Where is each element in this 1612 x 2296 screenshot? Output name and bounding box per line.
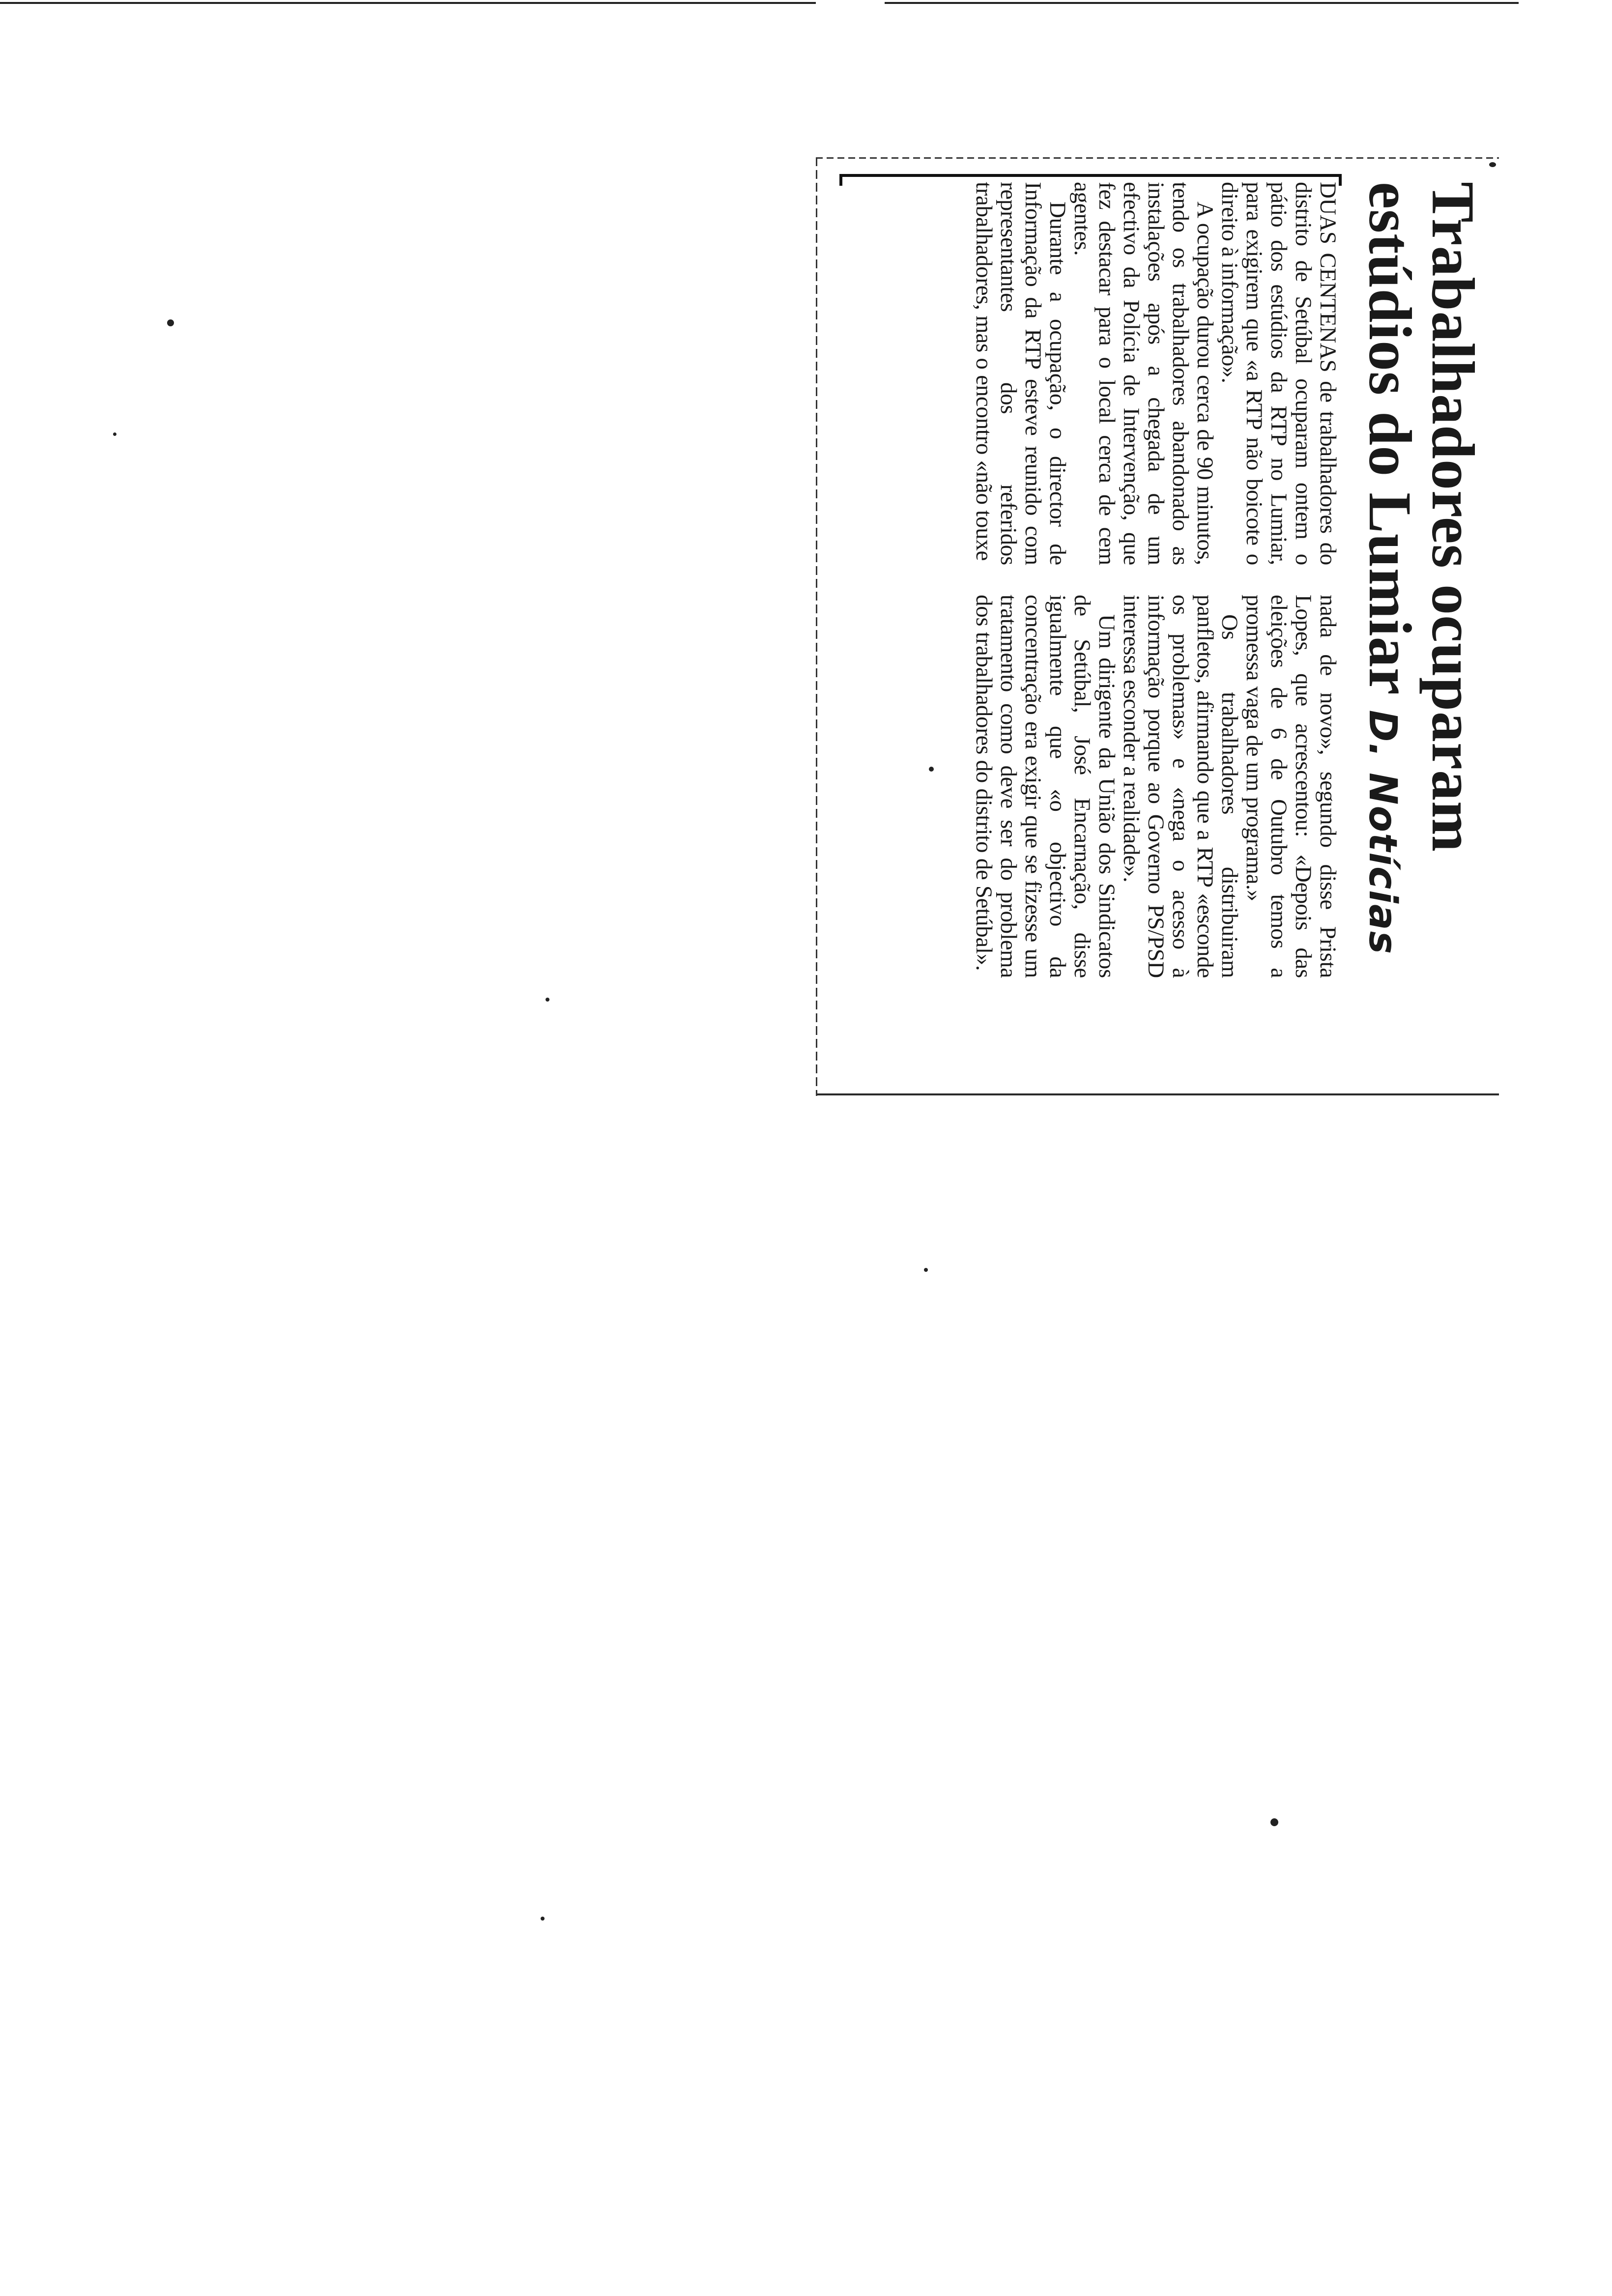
paragraph: Um dirigente da União dos Sindicatos de Setúbal, José Encarnação, disse igualmente que «o objectivo da concentração era exigir que se fizesse um tratamento como deve ser do problema dos trabalhadores do distrito de Setúbal». <box>971 595 1120 978</box>
paragraph: Os trabalhadores distribuiram panfletos, afirmando que a RTP «esconde os problemas» e «nega o acesso à informação porque ao Governo PS/PSD interessa esconder a realidade». <box>1119 595 1242 978</box>
scan-speck <box>924 1268 928 1272</box>
scan-speck <box>541 1917 545 1921</box>
page-top-rule-right <box>885 2 1519 4</box>
scan-speck <box>113 432 116 436</box>
page-top-rule-left <box>0 2 816 4</box>
newspaper-clipping <box>816 147 1514 1120</box>
paragraph: nada de novo», segundo disse Prista Lopes, que acrescentou: «Depois das eleições de 6 de Outubro temos a promessa vaga de um programa.» <box>1241 595 1341 978</box>
paragraph: A ocupação durou cerca de 90 minutos, tendo os trabalhadores abandonado as instalações após a chegada de um efectivo da Polícia de Intervenção, que fez destacar para o local cerca de cem agentes. <box>1069 182 1218 565</box>
scan-speck <box>167 319 174 326</box>
clipping-top-edge <box>816 157 1499 159</box>
headline-line-2-text: estúdios do Lumiar <box>1356 182 1424 695</box>
headline-line-1: Trabalhadores ocuparam <box>1419 182 1487 853</box>
column-bracket <box>839 174 1342 186</box>
scan-speck <box>1270 1818 1278 1826</box>
clipping-left-edge <box>816 157 817 1096</box>
article-headline <box>1351 177 1487 1071</box>
handwritten-source-note: D. Notícias <box>1360 710 1405 955</box>
paragraph: Durante a ocupação, o director de Informação da RTP esteve reunido com representantes dos referidos trabalhadores, mas o encontro «não touxe <box>971 182 1070 565</box>
article-body <box>972 177 1340 1071</box>
article-column-1 <box>972 182 1340 565</box>
paragraph: DUAS CENTENAS de trabalhadores do distrito de Setúbal ocuparam ontem o pátio dos estúdios da RTP no Lumiar, para exigirem que «a RTP não boicote o direito à informação». <box>1217 182 1341 565</box>
scan-speck <box>546 998 549 1002</box>
headline-line-2 <box>1351 182 1424 1071</box>
clipping-bottom-edge <box>816 1093 1499 1095</box>
rotated-article <box>845 177 1487 1071</box>
article-column-2 <box>972 595 1340 978</box>
